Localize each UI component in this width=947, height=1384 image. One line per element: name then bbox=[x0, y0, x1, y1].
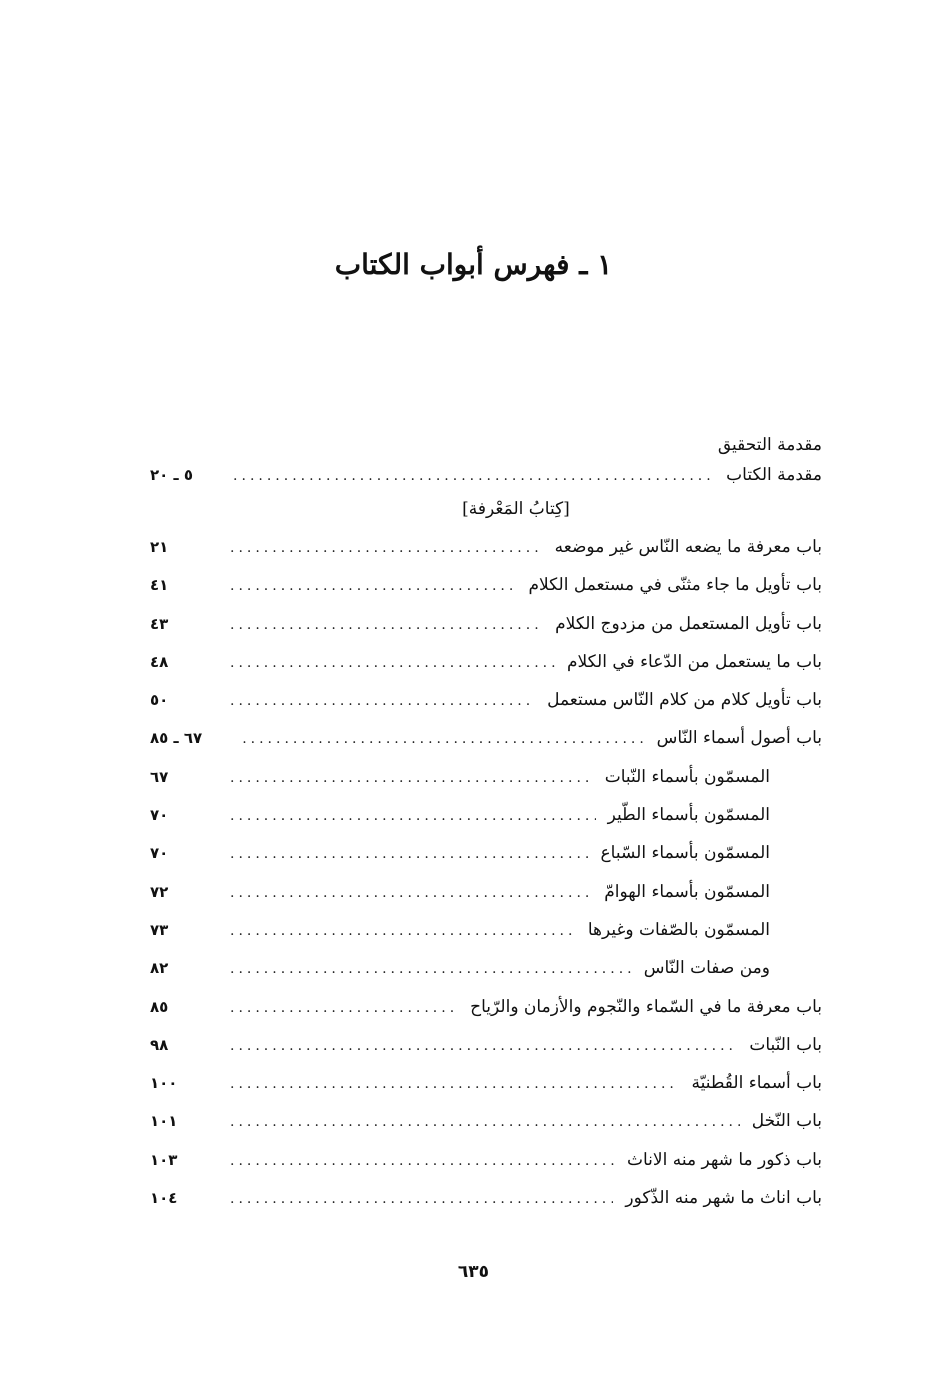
leader-dots bbox=[230, 1180, 613, 1218]
toc-entry bbox=[150, 1141, 822, 1179]
toc-entry-label: باب معرفة ما يضعه النّاس غير موضعه bbox=[554, 537, 822, 557]
toc-entry-page: ٤٨ bbox=[150, 652, 169, 671]
toc-entry-page: ١٠٠ bbox=[150, 1074, 178, 1093]
leader-dots bbox=[230, 567, 516, 605]
toc-sub-entry bbox=[150, 834, 822, 872]
toc-entry bbox=[150, 1179, 822, 1217]
toc-entry-label: باب النّبات bbox=[749, 1034, 822, 1055]
toc-sub-entry bbox=[150, 911, 822, 949]
toc-entry-label: باب ما يستعمل من الدّعاء في الكلام bbox=[567, 651, 822, 672]
toc-entry-page: ٨٥ bbox=[150, 997, 169, 1016]
toc-entry bbox=[150, 681, 822, 719]
leader-dots bbox=[230, 1027, 737, 1065]
leader-dots bbox=[230, 989, 458, 1027]
toc-entry bbox=[150, 1026, 822, 1064]
toc-entry bbox=[150, 605, 822, 643]
toc-entry bbox=[150, 1102, 822, 1140]
toc-entry bbox=[150, 988, 822, 1026]
toc-entry bbox=[150, 528, 822, 566]
toc-entry-page: ٦٧ ـ ٨٥ bbox=[150, 729, 203, 748]
toc-entry-label: باب معرفة ما في السّماء والنّجوم والأزمان والرّياح bbox=[470, 996, 822, 1017]
toc-sub-entry bbox=[150, 758, 822, 796]
toc-preface-row bbox=[150, 460, 822, 490]
toc-intro-label: مقدمة التحقيق bbox=[717, 435, 822, 455]
toc-entry-label: باب تأويل كلام من كلام النّاس مستعمل bbox=[547, 690, 822, 711]
toc-entry-label: المسمّون بأسماء الهوامّ bbox=[604, 881, 770, 902]
leader-dots bbox=[230, 759, 593, 797]
leader-dots bbox=[230, 874, 592, 912]
toc-entry-page: ٩٨ bbox=[150, 1035, 169, 1054]
toc-entry-page: ١٠٣ bbox=[150, 1150, 178, 1169]
toc-entry-label: باب تأويل ما جاء مثنّى في مستعمل الكلام bbox=[528, 575, 822, 596]
toc-intro-row bbox=[150, 430, 822, 460]
toc-entry-page: ٨٢ bbox=[150, 959, 169, 978]
toc-entry-page: ٤١ bbox=[150, 576, 169, 595]
leader-dots bbox=[230, 950, 632, 988]
leader-dots bbox=[230, 682, 535, 720]
toc-entry-label: باب اناث ما شهر منه الذّكور bbox=[625, 1188, 822, 1209]
toc-entry-label: المسمّون بأسماء السّباع bbox=[600, 843, 770, 864]
toc-entry-label: باب أسماء القُطنيّة bbox=[691, 1073, 822, 1094]
toc-entry bbox=[150, 719, 822, 757]
toc-entry-page: ٧٣ bbox=[150, 920, 169, 939]
toc-entry-label: مقدمة الكتاب bbox=[726, 465, 822, 485]
leader-dots bbox=[230, 644, 555, 682]
toc-entry-page: ٥ ـ ٢٠ bbox=[150, 466, 194, 484]
leader-dots bbox=[230, 912, 576, 950]
toc-entry-label: باب أصول أسماء النّاس bbox=[656, 728, 822, 749]
leader-dots bbox=[230, 835, 589, 873]
toc-entry-page: ٢١ bbox=[150, 538, 169, 556]
toc-entry-label: المسمّون بأسماء النّبات bbox=[604, 766, 770, 787]
page-number: ٦٣٥ bbox=[457, 1262, 490, 1282]
toc-entry-page: ٦٧ bbox=[150, 767, 169, 786]
toc-entry bbox=[150, 1064, 822, 1102]
toc-entry-label: ومن صفات النّاس bbox=[643, 958, 770, 979]
toc-entry-page: ٧٠ bbox=[150, 844, 169, 863]
leader-dots bbox=[230, 606, 543, 644]
table-of-contents bbox=[150, 430, 822, 1217]
toc-sub-entry bbox=[150, 873, 822, 911]
leader-dots bbox=[242, 720, 644, 758]
toc-entry-page: ٤٣ bbox=[150, 614, 169, 633]
toc-entry-label: باب ذكور ما شهر منه الاناث bbox=[626, 1149, 822, 1170]
leader-dots bbox=[230, 529, 543, 567]
leader-dots bbox=[230, 797, 596, 835]
toc-sub-entry bbox=[150, 949, 822, 987]
section-heading: [كِتابُ المَعْرفة] bbox=[462, 499, 570, 519]
leader-dots bbox=[230, 1065, 679, 1103]
toc-entry-label: المسمّون بأسماء الطّير bbox=[607, 805, 770, 826]
toc-entry-page: ١٠١ bbox=[150, 1112, 178, 1131]
toc-entry-page: ٥٠ bbox=[150, 691, 169, 710]
toc-sub-entry bbox=[150, 796, 822, 834]
toc-entry-label: باب النّخل bbox=[751, 1111, 822, 1132]
leader-dots bbox=[233, 461, 714, 491]
leader-dots bbox=[230, 1142, 615, 1180]
toc-entry-page: ٧٠ bbox=[150, 806, 169, 825]
toc-entry-label: المسمّون بالصّفات وغيرها bbox=[587, 919, 770, 940]
toc-entry bbox=[150, 643, 822, 681]
leader-dots bbox=[230, 1103, 740, 1141]
toc-entry-page: ٧٢ bbox=[150, 882, 169, 901]
toc-entry-page: ١٠٤ bbox=[150, 1189, 178, 1208]
toc-entry bbox=[150, 566, 822, 604]
page-title: ١ ـ فهرس أبواب الكتاب bbox=[334, 248, 613, 281]
toc-entry-label: باب تأويل المستعمل من مزدوج الكلام bbox=[555, 613, 822, 634]
